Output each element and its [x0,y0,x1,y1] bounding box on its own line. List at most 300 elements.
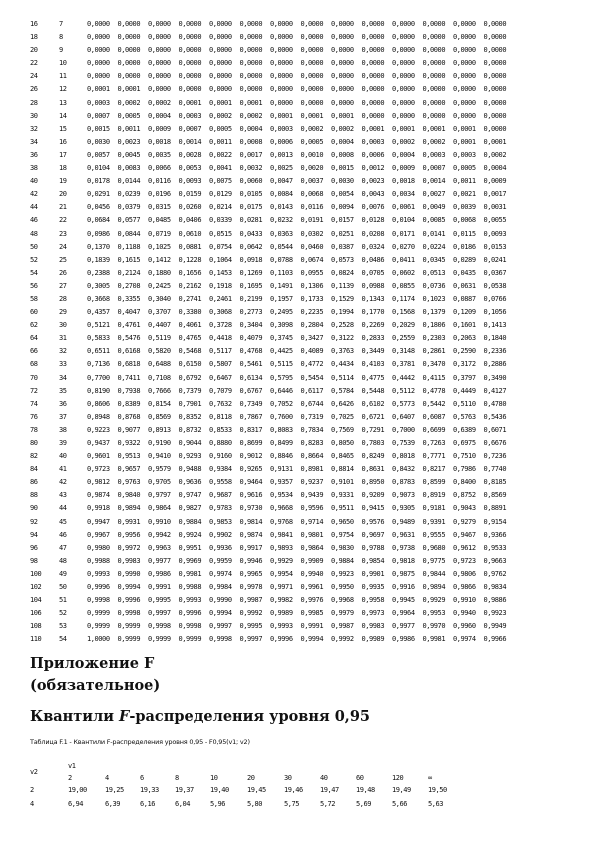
value-cell: 0,8499 [270,439,293,447]
v1-header: v1 [68,762,76,770]
value-cell: 0,0239 [117,190,141,199]
value-cell: 0,8465 [331,452,354,461]
row-key-cell: 68 [30,360,38,369]
table-caption: Таблица F.1 - Квантили F-распределения уровня 0,95 - F0,95(v1; v2) [30,738,250,746]
value-cell: 0,0000 [300,46,324,55]
value-cell: 0,3404 [239,321,263,330]
value-cell: 0,0002 [300,124,324,133]
column-header: 8 [175,774,179,782]
value-cell: 0,8599 [422,478,446,487]
value-cell: 19,46 [284,786,303,794]
value-cell: 0,9997 [239,635,263,644]
table-row [30,568,514,581]
value-cell: 0,0766 [483,294,507,303]
row-key-cell: 80 [30,439,38,447]
table-row [30,254,514,267]
value-cell: 0,0003 [453,150,476,159]
row-index-cell: 31 [59,334,67,343]
value-cell: 0,2029 [392,321,415,330]
value-cell: 0,9840 [117,491,141,500]
table-row [30,463,514,476]
value-cell: 0,9999 [87,609,110,618]
value-cell: 0,0001 [453,137,476,146]
value-cell: 0,4442 [392,373,415,382]
value-cell: 0,9990 [209,596,232,605]
value-cell: 0,6818 [117,360,141,369]
row-key-cell: 108 [30,622,42,631]
value-cell: 0,0003 [270,124,293,133]
value-cell: 0,7108 [148,373,171,382]
value-cell: 0,2528 [331,321,354,330]
value-cell: 0,0008 [331,150,354,159]
value-cell: 0,9945 [392,596,415,605]
value-cell: 0,9901 [361,569,385,578]
value-cell: 0,2590 [453,347,476,356]
value-cell: 0,5436 [483,412,507,421]
row-key-cell: 66 [30,347,38,356]
value-cell: 0,0000 [331,46,354,55]
value-cell: 0,0515 [209,229,232,238]
value-cell: 0,0055 [483,216,507,225]
value-cell: 0,0157 [331,216,354,225]
value-cell: 0,0000 [270,85,293,94]
row-index-cell: 29 [59,308,67,317]
value-cell: 0,0001 [300,111,324,120]
table-row [30,594,514,607]
row-key-cell: 106 [30,609,42,618]
value-cell: 0,0004 [483,164,507,173]
value-cell: 0,8400 [453,478,476,487]
value-cell: 0,5121 [87,321,110,330]
value-cell: 0,0000 [331,33,354,42]
value-cell: 0,6511 [87,347,110,356]
value-cell: 0,4089 [300,347,324,356]
value-cell: 0,9961 [300,583,324,592]
value-cell: 0,0002 [117,98,141,107]
value-cell: 0,9980 [87,543,110,552]
value-cell: 0,0000 [270,59,293,68]
value-cell: 0,0000 [331,85,354,94]
row-index-cell: 12 [59,85,67,94]
value-cell: 19,25 [105,786,124,794]
value-cell: 0,6699 [422,425,446,434]
value-cell: 0,9043 [453,504,476,513]
value-cell: 0,0007 [178,124,202,133]
value-cell: 0,9973 [361,609,385,618]
value-cell: 0,9985 [300,609,324,618]
table-row [30,31,514,44]
row-index-cell: 28 [59,294,67,303]
value-cell: 0,9977 [148,556,171,565]
value-cell: 0,9968 [331,596,354,605]
table-row [30,149,514,162]
value-cell: 0,3668 [87,294,110,303]
row-index-cell: 45 [59,517,67,526]
v2-header: v2 [30,768,38,776]
value-cell: 0,0544 [270,242,293,251]
value-cell: 0,9864 [148,504,171,513]
value-cell: 0,9612 [453,543,476,552]
value-cell: 0,0039 [453,203,476,212]
value-cell: 0,0291 [87,190,110,199]
row-key-cell: 100 [30,569,42,578]
value-cell: 0,9827 [178,504,202,513]
value-cell: 0,0178 [87,177,110,186]
value-cell: 0,0076 [361,203,385,212]
value-cell: 0,9874 [239,530,263,539]
value-cell: 0,0000 [483,72,507,81]
value-cell: 0,8185 [483,478,507,487]
row-index-cell: 11 [59,72,67,81]
value-cell: 0,0041 [209,164,232,173]
value-cell: 0,9966 [483,635,507,644]
value-cell: 0,9834 [483,583,507,592]
value-cell: 0,9959 [209,556,232,565]
value-cell: 0,9979 [331,609,354,618]
value-cell: 0,9237 [300,478,324,487]
row-header: 4 [30,800,34,808]
value-cell: 0,2336 [483,347,507,356]
value-cell: 0,4775 [361,373,385,382]
table-row [30,620,514,633]
value-cell: 0,4778 [422,386,446,395]
value-cell: 0,5795 [270,373,293,382]
value-cell: 0,0281 [239,216,263,225]
value-cell: 0,9953 [422,609,446,618]
value-cell: 0,3380 [178,308,202,317]
value-cell: 0,0001 [209,98,232,107]
value-cell: 0,4761 [117,321,141,330]
table-row [30,123,514,136]
column-header: 4 [105,774,109,782]
value-cell: 0,0084 [270,190,293,199]
table-row [30,489,514,502]
value-cell: 0,6446 [270,386,293,395]
value-cell: 0,5119 [148,334,171,343]
value-cell: 0,9181 [422,504,446,513]
table-row [30,437,514,450]
value-cell: 0,8190 [87,386,110,395]
value-cell: 0,9998 [87,596,110,605]
value-cell: 0,9982 [270,596,293,605]
value-cell: 0,2708 [117,281,141,290]
value-cell: 0,9265 [239,465,263,474]
value-cell: 0,9910 [148,517,171,526]
value-cell: 0,0015 [87,124,110,133]
value-cell: 0,0001 [483,137,507,146]
value-cell: 0,6426 [331,399,354,408]
value-cell: 0,0085 [422,216,446,225]
value-cell: 5,66 [392,800,408,808]
value-cell: 0,0002 [483,150,507,159]
value-cell: 0,9209 [361,491,385,500]
value-cell: 0,9596 [300,504,324,513]
value-cell: 0,0000 [239,59,263,68]
value-cell: 0,4780 [483,399,507,408]
value-cell: 0,9947 [87,517,110,526]
table-row [30,97,514,110]
value-cell: 0,0000 [361,20,385,28]
value-cell: 0,8050 [331,439,354,447]
table-row [30,385,514,398]
value-cell: 0,7539 [392,439,415,447]
value-cell: 0,8783 [392,478,415,487]
value-cell: 0,9101 [331,478,354,487]
value-cell: 0,0000 [87,46,110,55]
value-cell: 0,1880 [148,268,171,277]
value-cell: 0,1343 [361,294,385,303]
value-cell: 0,6721 [361,412,385,421]
value-cell: 0,9910 [453,596,476,605]
value-cell: 0,0000 [453,111,476,120]
value-cell: 0,1839 [87,255,110,264]
row-index-cell: 15 [59,124,67,133]
value-cell: 0,8950 [361,478,385,487]
value-cell: 0,0339 [209,216,232,225]
value-cell: 0,0435 [453,268,476,277]
value-cell: 0,0000 [453,98,476,107]
value-cell: 0,9814 [239,517,263,526]
value-cell: 0,8880 [209,439,232,447]
value-cell: 0,0021 [453,190,476,199]
value-cell: 0,0008 [239,137,263,146]
value-cell: 0,9788 [361,543,385,552]
value-cell: 0,9160 [209,452,232,461]
value-cell: 0,0855 [392,281,415,290]
value-cell: 0,9929 [270,556,293,565]
value-cell: 0,2495 [270,308,293,317]
value-cell: 0,0000 [209,59,232,68]
value-cell: 0,0175 [239,203,263,212]
value-cell: 0,8118 [209,412,232,421]
value-cell: 0,9984 [209,583,232,592]
value-cell: 0,9154 [483,517,507,526]
row-index-cell: 44 [59,504,67,513]
value-cell: 0,0094 [331,203,354,212]
value-cell: 0,9997 [148,609,171,618]
value-cell: 0,9467 [453,530,476,539]
value-cell: 0,0000 [331,59,354,68]
value-cell: 0,7411 [117,373,141,382]
value-cell: 0,0001 [453,124,476,133]
value-cell: 0,9631 [392,530,415,539]
table-row [30,162,514,175]
table-row [30,516,514,529]
value-cell: 0,0684 [87,216,110,225]
value-cell: 0,9886 [483,596,507,605]
value-cell: 0,9994 [117,583,141,592]
value-cell: 0,0128 [361,216,385,225]
value-cell: 0,3040 [148,294,171,303]
value-cell: 0,0010 [300,150,324,159]
value-cell: 0,0513 [422,268,446,277]
value-cell: 0,0000 [483,98,507,107]
value-cell: 0,5807 [209,360,232,369]
value-cell: 0,5442 [422,399,446,408]
table-row [30,267,514,280]
value-cell: 0,5763 [453,412,476,421]
value-cell: 0,0014 [178,137,202,146]
value-cell: 0,5114 [331,373,354,382]
row-index-cell: 7 [59,20,63,28]
row-key-cell: 36 [30,150,38,159]
value-cell: 0,0000 [422,33,446,42]
value-cell: 0,9511 [331,504,354,513]
value-cell: 0,9996 [87,583,110,592]
value-cell: 0,0001 [270,111,293,120]
row-key-cell: 74 [30,399,38,408]
value-cell: 0,9987 [239,596,263,605]
row-index-cell: 50 [59,583,67,592]
value-cell: 0,0002 [331,124,354,133]
value-cell: 0,9983 [361,622,385,631]
value-cell: 0,0000 [239,33,263,42]
value-cell: 0,6168 [117,347,141,356]
value-cell: 0,4765 [178,334,202,343]
value-cell: 0,9844 [422,569,446,578]
value-cell: 0,9783 [209,504,232,513]
value-cell: 0,1957 [270,294,293,303]
value-cell: 0,0060 [239,177,263,186]
value-cell: 0,0289 [453,255,476,264]
value-cell: 0,0642 [239,242,263,251]
value-cell: 0,0000 [209,20,232,28]
value-cell: 0,0000 [422,72,446,81]
value-cell: 0,8664 [300,452,324,461]
table-row [30,502,514,515]
value-cell: 0,0000 [453,85,476,94]
row-key-cell: 86 [30,478,38,487]
table-row [30,424,514,437]
value-cell: 0,9884 [178,517,202,526]
value-cell: 0,0171 [392,229,415,238]
value-cell: 0,0014 [422,177,446,186]
row-index-cell: 22 [59,216,67,225]
value-cell: 0,1615 [117,255,141,264]
value-cell: 0,8752 [453,491,476,500]
value-cell: 0,0011 [209,137,232,146]
value-cell: 0,5820 [148,347,171,356]
value-cell: 0,0005 [453,164,476,173]
value-cell: 0,0000 [87,72,110,81]
value-cell: 0,0075 [209,177,232,186]
table-row [30,411,514,424]
value-cell: 0,0538 [483,281,507,290]
value-cell: 0,0043 [361,190,385,199]
value-cell: 0,2199 [239,294,263,303]
column-header: 10 [210,774,218,782]
value-cell: 0,0000 [422,98,446,107]
value-cell: 5,63 [428,800,444,808]
value-cell: 0,9999 [148,635,171,644]
value-cell: 0,9663 [483,556,507,565]
value-cell: 0,0000 [422,59,446,68]
value-cell: 0,9437 [87,439,110,447]
value-cell: 0,6467 [209,373,232,382]
value-cell: 0,9534 [270,491,293,500]
value-cell: 0,0000 [453,59,476,68]
row-key-cell: 62 [30,321,38,330]
value-cell: 0,9830 [331,543,354,552]
value-cell: 0,0000 [300,33,324,42]
value-cell: 0,9935 [361,583,385,592]
table-row [30,450,514,463]
row-key-cell: 44 [30,203,38,212]
row-index-cell: 37 [59,412,67,421]
value-cell: 0,1412 [148,255,171,264]
value-cell: 0,0000 [300,59,324,68]
value-cell: 0,0000 [483,33,507,42]
row-key-cell: 38 [30,164,38,173]
row-index-cell: 30 [59,321,67,330]
value-cell: 0,9902 [209,530,232,539]
value-cell: 0,0000 [392,72,415,81]
value-cell: 0,8389 [117,399,141,408]
row-index-cell: 47 [59,543,67,552]
value-cell: 19,40 [210,786,229,794]
value-cell: 0,9650 [331,517,354,526]
value-cell: 0,0000 [331,98,354,107]
value-cell: 0,9601 [87,452,110,461]
value-cell: 0,0000 [87,20,110,28]
value-cell: 0,3797 [453,373,476,382]
table-row [30,241,514,254]
value-cell: 0,0000 [300,20,324,28]
value-cell: 0,5454 [300,373,324,382]
value-cell: 0,0030 [87,137,110,146]
value-cell: 0,0191 [300,216,324,225]
value-cell: 0,8283 [300,439,324,447]
value-cell: 0,0000 [392,85,415,94]
value-cell: 0,9489 [392,517,415,526]
column-header: 6 [140,774,144,782]
row-index-cell: 38 [59,425,67,434]
table-row [30,175,514,188]
value-cell: 0,9884 [331,556,354,565]
value-cell: 0,0411 [392,255,415,264]
value-cell: 0,9305 [392,504,415,513]
value-cell: 0,0824 [331,268,354,277]
column-header: 40 [320,774,328,782]
value-cell: 0,0000 [148,33,171,42]
value-cell: 0,0144 [117,177,141,186]
probability-table-continuation [30,18,514,647]
row-index-cell: 54 [59,635,67,644]
value-cell: 0,0196 [148,190,171,199]
value-cell: 5,96 [210,800,226,808]
value-cell: 0,9801 [300,530,324,539]
value-cell: 0,0232 [270,216,293,225]
value-cell: 0,9916 [392,583,415,592]
value-cell: 0,0032 [239,164,263,173]
value-cell: 0,0001 [87,85,110,94]
value-cell: 19,00 [68,786,87,794]
value-cell: 0,9995 [239,622,263,631]
value-cell: 0,0037 [300,177,324,186]
value-cell: 19,37 [175,786,194,794]
value-cell: 0,2741 [178,294,202,303]
value-cell: 0,0000 [392,46,415,55]
value-cell: 0,0002 [422,137,446,146]
value-cell: 0,7000 [392,425,415,434]
value-cell: 0,0986 [87,229,110,238]
value-cell: 0,9996 [270,635,293,644]
value-cell: 0,9223 [87,425,110,434]
value-cell: 0,9680 [422,543,446,552]
section-title-part: -распределения уровня 0,95 [129,708,371,725]
value-cell: 0,9894 [117,504,141,513]
value-cell: 0,0031 [483,203,507,212]
